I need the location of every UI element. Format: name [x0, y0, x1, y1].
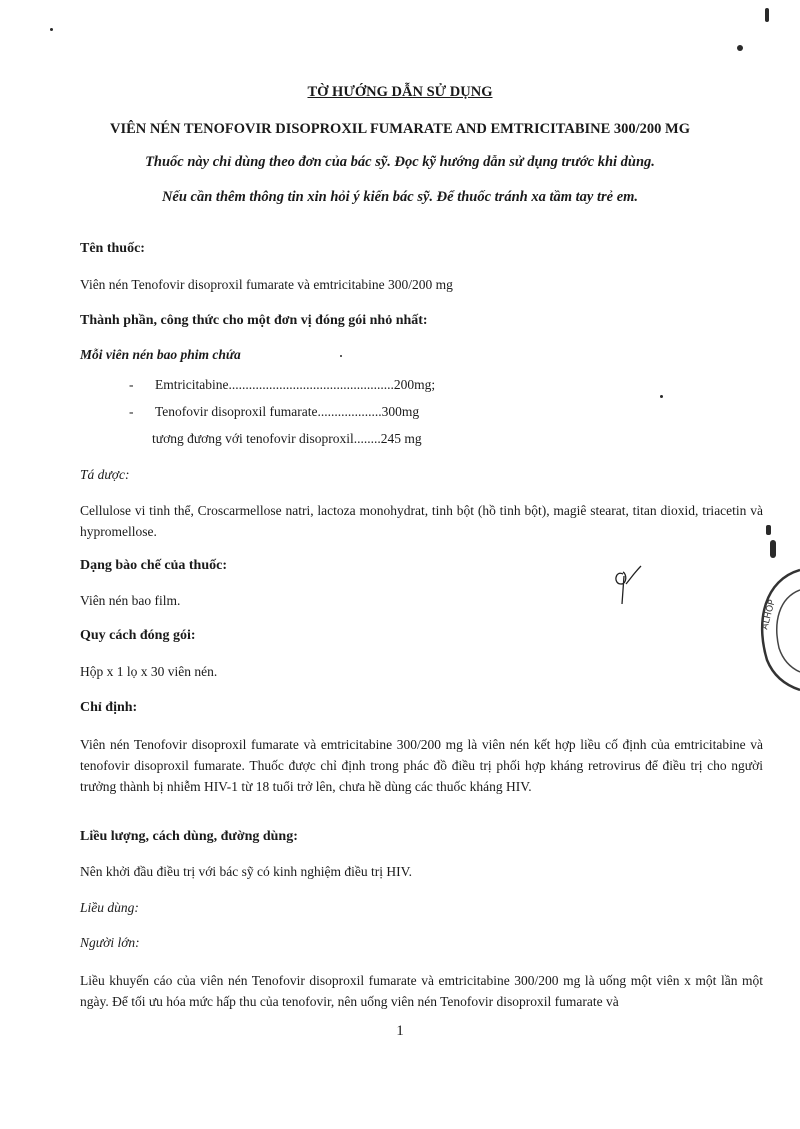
ingredient-dash: - — [129, 377, 134, 392]
scan-speck — [770, 540, 776, 558]
dosage-form-heading: Dạng bào chế của thuốc: — [80, 558, 228, 573]
ingredient-item: tương đương với tenofovir disoproxil........245 mg — [152, 431, 422, 446]
composition-heading: Thành phần, công thức cho một đơn vị đóng gói nhỏ nhất: — [80, 313, 428, 328]
indication-heading: Chỉ định: — [80, 700, 138, 715]
adult-dosage-text: Liều khuyến cáo của viên nén Tenofovir disoproxil fumarate và emtricitabine 300/200 mg là uống một viên x một lần một ngày. Để tối ưu hóa mức hấp thu của tenofovir, nên uống viên nén Tenofovir disoproxil fumarate và — [80, 973, 763, 1009]
dosage-form-text: Viên nén bao film. — [80, 593, 181, 608]
name-text: Viên nén Tenofovir disoproxil fumarate và emtricitabine 300/200 mg — [80, 277, 453, 292]
prescription-warning: Thuốc này chỉ dùng theo đơn của bác sỹ. Đọc kỹ hướng dẫn sử dụng trước khi dùng. — [145, 154, 655, 170]
consult-warning: Nếu cần thêm thông tin xin hỏi ý kiến bác sỹ. Để thuốc tránh xa tầm tay trẻ em. — [161, 189, 639, 205]
stamp-icon — [745, 560, 800, 700]
scan-speck — [660, 395, 663, 398]
ingredient-item: Tenofovir disoproxil fumarate...................300mg — [155, 404, 420, 419]
handwritten-initial-icon — [605, 560, 645, 610]
scan-speck — [737, 45, 743, 51]
scan-speck — [766, 525, 771, 535]
dosage-heading: Liều lượng, cách dùng, đường dùng: — [80, 829, 298, 844]
dose-label: Liều dùng: — [80, 900, 139, 915]
svg-text:ALHOP: ALHOP — [760, 598, 778, 631]
ingredient-dash: - — [129, 404, 134, 419]
composition-subheading: Mỗi viên nén bao phim chứa — [80, 347, 241, 362]
name-heading: Tên thuốc: — [80, 241, 145, 256]
drug-header: VIÊN NÉN TENOFOVIR DISOPROXIL FUMARATE AND EMTRICITABINE 300/200 MG — [109, 121, 691, 137]
packaging-heading: Quy cách đóng gói: — [80, 628, 196, 643]
document-title: TỜ HƯỚNG DẪN SỬ DỤNG — [307, 84, 493, 100]
scan-speck — [765, 8, 769, 22]
adult-label: Người lớn: — [80, 935, 140, 950]
scan-speck — [340, 355, 342, 357]
scan-speck — [50, 28, 53, 31]
packaging-text: Hộp x 1 lọ x 30 viên nén. — [80, 664, 218, 679]
excipients-label: Tá dược: — [80, 467, 130, 482]
page-number: 1 — [396, 1023, 404, 1039]
ingredient-item: Emtricitabine.................................................200mg; — [155, 377, 436, 392]
excipients-text: Cellulose vi tinh thể, Croscarmellose natri, lactoza monohydrat, tinh bột (hồ tinh bột), magiê stearat, titan dioxid, triacetin và hypromellose. — [80, 503, 763, 539]
indication-text: Viên nén Tenofovir disoproxil fumarate và emtricitabine 300/200 mg là viên nén kết hợp liều cố định của emtricitabine và tenofovir disoproxil fumarate. Thuốc được chỉ định trong phác đồ điều trị phối hợp kháng retrovirus để điều trị cho người trưởng thành bị nhiễm HIV-1 từ 18 tuổi trở lên, chưa hề dùng các thuốc kháng HIV. — [80, 737, 763, 794]
dosage-intro: Nên khởi đầu điều trị với bác sỹ có kinh nghiệm điều trị HIV. — [80, 864, 412, 879]
